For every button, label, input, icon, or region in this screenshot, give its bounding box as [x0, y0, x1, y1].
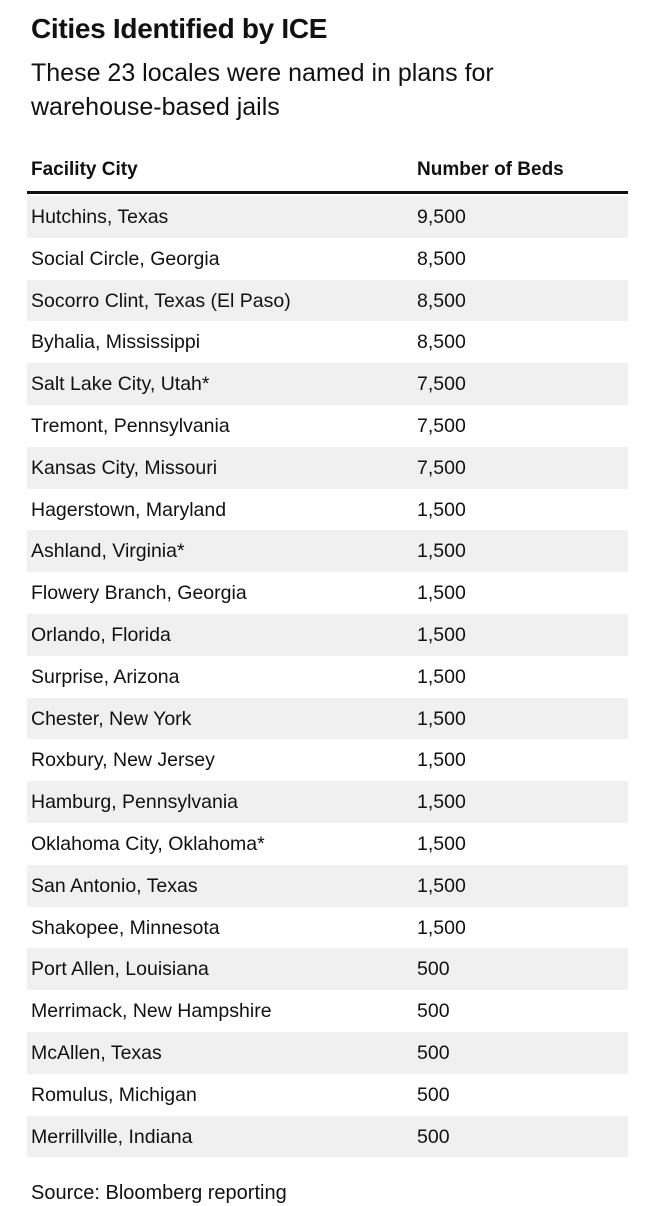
number-of-beds-cell: 1,500	[417, 582, 466, 605]
table-row	[27, 196, 628, 238]
table-row	[27, 363, 628, 405]
table-row	[27, 572, 628, 614]
number-of-beds-cell: 8,500	[417, 289, 466, 312]
table-row	[27, 948, 628, 990]
number-of-beds-cell: 1,500	[417, 832, 466, 855]
facility-city-cell: Kansas City, Missouri	[31, 456, 218, 479]
number-of-beds-cell: 500	[417, 958, 450, 981]
facility-city-cell: Oklahoma City, Oklahoma*	[31, 832, 265, 855]
number-of-beds-cell: 7,500	[417, 414, 466, 437]
facility-city-cell: Merrillville, Indiana	[31, 1125, 193, 1148]
page-title: Cities Identified by ICE	[31, 13, 328, 44]
table-row	[27, 321, 628, 363]
facility-city-cell: Tremont, Pennsylvania	[31, 414, 230, 437]
facility-city-cell: Port Allen, Louisiana	[31, 958, 209, 981]
facility-city-cell: Chester, New York	[31, 707, 192, 730]
number-of-beds-cell: 7,500	[417, 456, 466, 479]
table-row	[27, 238, 628, 280]
facility-city-cell: McAllen, Texas	[31, 1041, 162, 1064]
number-of-beds-cell: 8,500	[417, 247, 466, 270]
number-of-beds-cell: 1,500	[417, 707, 466, 730]
number-of-beds-cell: 8,500	[417, 331, 466, 354]
facility-city-cell: Roxbury, New Jersey	[31, 749, 215, 772]
column-header-number-of-beds: Number of Beds	[417, 159, 564, 180]
table-row	[27, 1032, 628, 1074]
table-row	[27, 1074, 628, 1116]
table-row	[27, 447, 628, 489]
table-row	[27, 530, 628, 572]
table-row	[27, 990, 628, 1032]
table-row	[27, 614, 628, 656]
number-of-beds-cell: 1,500	[417, 498, 466, 521]
number-of-beds-cell: 500	[417, 1125, 450, 1148]
table-row	[27, 739, 628, 781]
facility-city-cell: Romulus, Michigan	[31, 1083, 197, 1106]
facility-city-cell: Salt Lake City, Utah*	[31, 373, 210, 396]
table-row	[27, 1116, 628, 1158]
number-of-beds-cell: 500	[417, 1000, 450, 1023]
beds-table	[27, 151, 628, 1157]
table-row	[27, 698, 628, 740]
facility-city-cell: Hamburg, Pennsylvania	[31, 791, 239, 814]
facility-city-cell: Socorro Clint, Texas (El Paso)	[31, 289, 291, 312]
table-row	[27, 865, 628, 907]
facility-city-cell: Shakopee, Minnesota	[31, 916, 220, 939]
facility-city-cell: Byhalia, Mississippi	[31, 331, 201, 354]
number-of-beds-cell: 1,500	[417, 791, 466, 814]
table-row	[27, 280, 628, 322]
facility-city-cell: Hagerstown, Maryland	[31, 498, 227, 521]
number-of-beds-cell: 7,500	[417, 373, 466, 396]
facility-city-cell: Merrimack, New Hampshire	[31, 1000, 272, 1023]
table-row	[27, 823, 628, 865]
column-header-facility-city: Facility City	[31, 159, 138, 180]
number-of-beds-cell: 1,500	[417, 665, 466, 688]
facility-city-cell: San Antonio, Texas	[31, 874, 198, 897]
page-subtitle: These 23 locales were named in plans for warehouse-based jails	[31, 59, 494, 121]
number-of-beds-cell: 500	[417, 1083, 450, 1106]
table-row	[27, 405, 628, 447]
table-row	[27, 489, 628, 531]
facility-city-cell: Orlando, Florida	[31, 623, 171, 646]
table-row	[27, 907, 628, 949]
number-of-beds-cell: 1,500	[417, 874, 466, 897]
number-of-beds-cell: 1,500	[417, 916, 466, 939]
facility-city-cell: Flowery Branch, Georgia	[31, 582, 247, 605]
table-row	[27, 781, 628, 823]
facility-city-cell: Social Circle, Georgia	[31, 247, 220, 270]
number-of-beds-cell: 9,500	[417, 206, 466, 228]
number-of-beds-cell: 1,500	[417, 623, 466, 646]
number-of-beds-cell: 500	[417, 1041, 450, 1064]
table-row	[27, 656, 628, 698]
number-of-beds-cell: 1,500	[417, 749, 466, 772]
facility-city-cell: Surprise, Arizona	[31, 665, 180, 688]
facility-city-cell: Ashland, Virginia*	[31, 540, 185, 563]
facility-city-cell: Hutchins, Texas	[31, 206, 169, 228]
number-of-beds-cell: 1,500	[417, 540, 466, 563]
table-header	[27, 151, 628, 194]
source-note: Source: Bloomberg reporting	[31, 1182, 287, 1204]
table-body	[27, 196, 628, 1157]
